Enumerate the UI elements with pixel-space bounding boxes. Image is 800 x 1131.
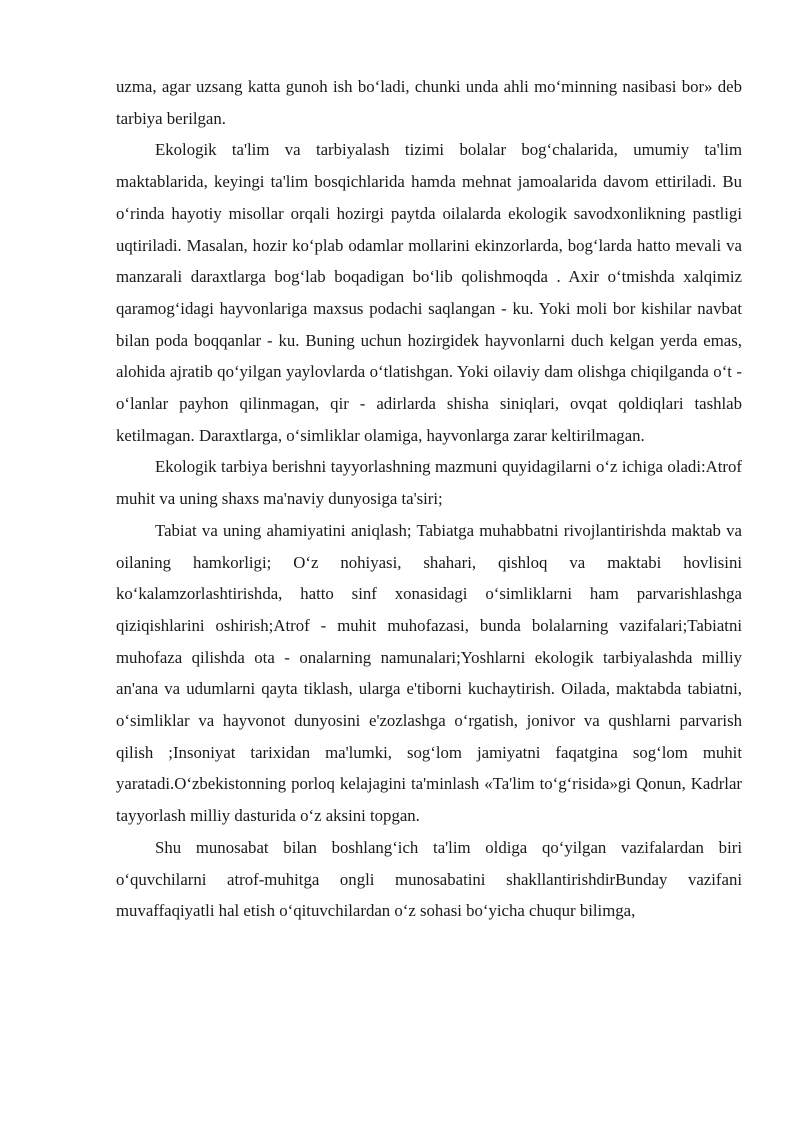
paragraph-primary-education: Shu munosabat bilan boshlang‘ich ta'lim oldiga qo‘yilgan vazifalardan biri o‘quvchilarni atrof-muhitga ongli munosabatini shakllantirishdirBunday vazifani muvaffaqiyatli hal etish o‘qituvchilardan o‘z sohasi bo‘yicha chuqur bilimga,	[116, 837, 742, 921]
paragraph-ecological-content: Ekologik tarbiya berishni tayyorlashning mazmuni quyidagilarni o‘z ichiga oladi:Atrof muhit va uning shaxs ma'naviy dunyosiga ta'siri;	[116, 457, 742, 509]
document-page	[116, 71, 742, 927]
paragraph-ecological-education-system: Ekologik ta'lim va tarbiyalash tizimi bolalar bog‘chalarida, umumiy ta'lim maktablarida, keyingi ta'lim bosqichlarida hamda mehnat jamoalarida davom ettiriladi. Bu o‘rinda hayotiy misollar orqali hozirgi paytda oilalarda ekologik savodxonlikning pastligi uqtiriladi. Masalan, hozir ko‘plab odamlar mollarini ekinzorlarda, bog‘larda hatto mevali va manzarali daraxtlarga bog‘lab boqadigan bo‘lib qolishmoqda . Axir o‘tmishda xalqimiz qaramog‘idagi hayvonlariga maxsus podachi saqlangan - ku. Yoki moli bor kishilar navbat bilan poda boqqanlar - ku. Buning uchun hozirgidek hayvonlarni duch kelgan yerda emas, alohida ajratib qo‘yilgan yaylovlarda o‘tlatishgan. Yoki oilaviy dam olishga chiqilganda o‘t - o‘lanlar payhon qilinmagan, qir - adirlarda shisha siniqlari, ovqat qoldiqlari tashlab ketilmagan. Daraxtlarga, o‘simliklar olamiga, hayvonlarga zarar keltirilmagan.	[116, 140, 742, 445]
paragraph-nature-importance: Tabiat va uning ahamiyatini aniqlash; Tabiatga muhabbatni rivojlantirishda maktab va oilaning hamkorligi; O‘z nohiyasi, shahari, qishloq va maktabi hovlisini ko‘kalamzorlashtirishda, hatto sinf xonasidagi o‘simliklarni ham parvarishlashga qiziqishlarini oshirish;Atrof - muhit muhofazasi, bunda bolalarning vazifalari;Tabiatni muhofaza qilishda ota - onalarning namunalari;Yoshlarni ekologik tarbiyalashda milliy an'ana va udumlarni qayta tiklash, ularga e'tiborni kuchaytirish. Oilada, maktabda tabiatni, o‘simliklar va hayvonot dunyosini e'zozlashga o‘rgatish, jonivor va qushlarni parvarish qilish ;Insoniyat tarixidan ma'lumki, sog‘lom jamiyatni faqatgina sog‘lom muhit yaratadi.O‘zbekistonning porloq kelajagini ta'minlash «Ta'lim to‘g‘risida»gi Qonun, Kadrlar tayyorlash milliy dasturida o‘z aksini topgan.	[116, 520, 742, 826]
paragraph-continuation: uzma, agar uzsang katta gunoh ish bo‘ladi, chunki unda ahli mo‘minning nasibasi bor» deb tarbiya berilgan.	[116, 77, 742, 128]
